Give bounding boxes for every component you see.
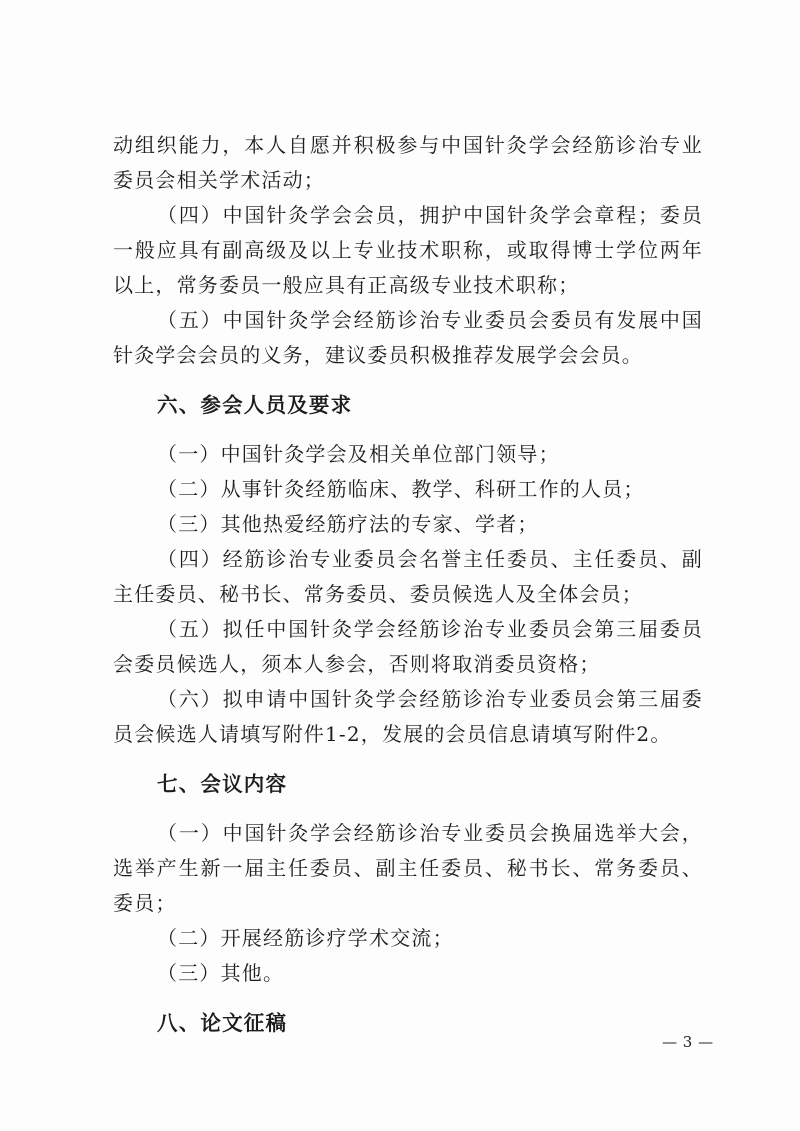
section-7-item-1: （一）中国针灸学会经筋诊治专业委员会换届选举大会，选举产生新一届主任委员、副主任委员、秘书长、常务委员、委员； [113, 821, 703, 915]
section-7-item-3: （三）其他。 [157, 961, 285, 985]
section-6-item-3: （三）其他热爱经筋疗法的专家、学者； [157, 512, 539, 536]
section-6-item-4: （四）经筋诊治专业委员会名誉主任委员、主任委员、副主任委员、秘书长、常务委员、委员候选人及全体会员； [113, 547, 703, 606]
section-6-item-6: （六）拟申请中国针灸学会经筋诊治专业委员会第三届委员会候选人请填写附件1-2，发展的会员信息请填写附件2。 [113, 687, 703, 746]
section-7-heading: 七、会议内容 [157, 772, 288, 796]
section-6-heading: 六、参会人员及要求 [157, 393, 353, 417]
paragraph-item-4: （四）中国针灸学会会员，拥护中国针灸学会章程；委员一般应具有副高级及以上专业技术职称，或取得博士学位两年以上，常务委员一般应具有正高级专业技术职称； [113, 203, 703, 297]
page-number: — 3 — [662, 1033, 714, 1051]
paragraph-continuation: 动组织能力，本人自愿并积极参与中国针灸学会经筋诊治专业委员会相关学术活动； [113, 133, 703, 192]
document-body [113, 128, 703, 1041]
section-7-item-2: （二）开展经筋诊疗学术交流； [157, 926, 454, 950]
section-6-item-1: （一）中国针灸学会及相关单位部门领导； [157, 442, 560, 466]
section-8-heading: 八、论文征稿 [157, 1011, 288, 1035]
paragraph-item-5: （五）中国针灸学会经筋诊治专业委员会委员有发展中国针灸学会会员的义务，建议委员积极推荐发展学会会员。 [113, 308, 703, 367]
section-6-item-2: （二）从事针灸经筋临床、教学、科研工作的人员； [157, 477, 645, 501]
section-6-item-5: （五）拟任中国针灸学会经筋诊治专业委员会第三届委员会委员候选人，须本人参会，否则将取消委员资格； [113, 617, 703, 676]
